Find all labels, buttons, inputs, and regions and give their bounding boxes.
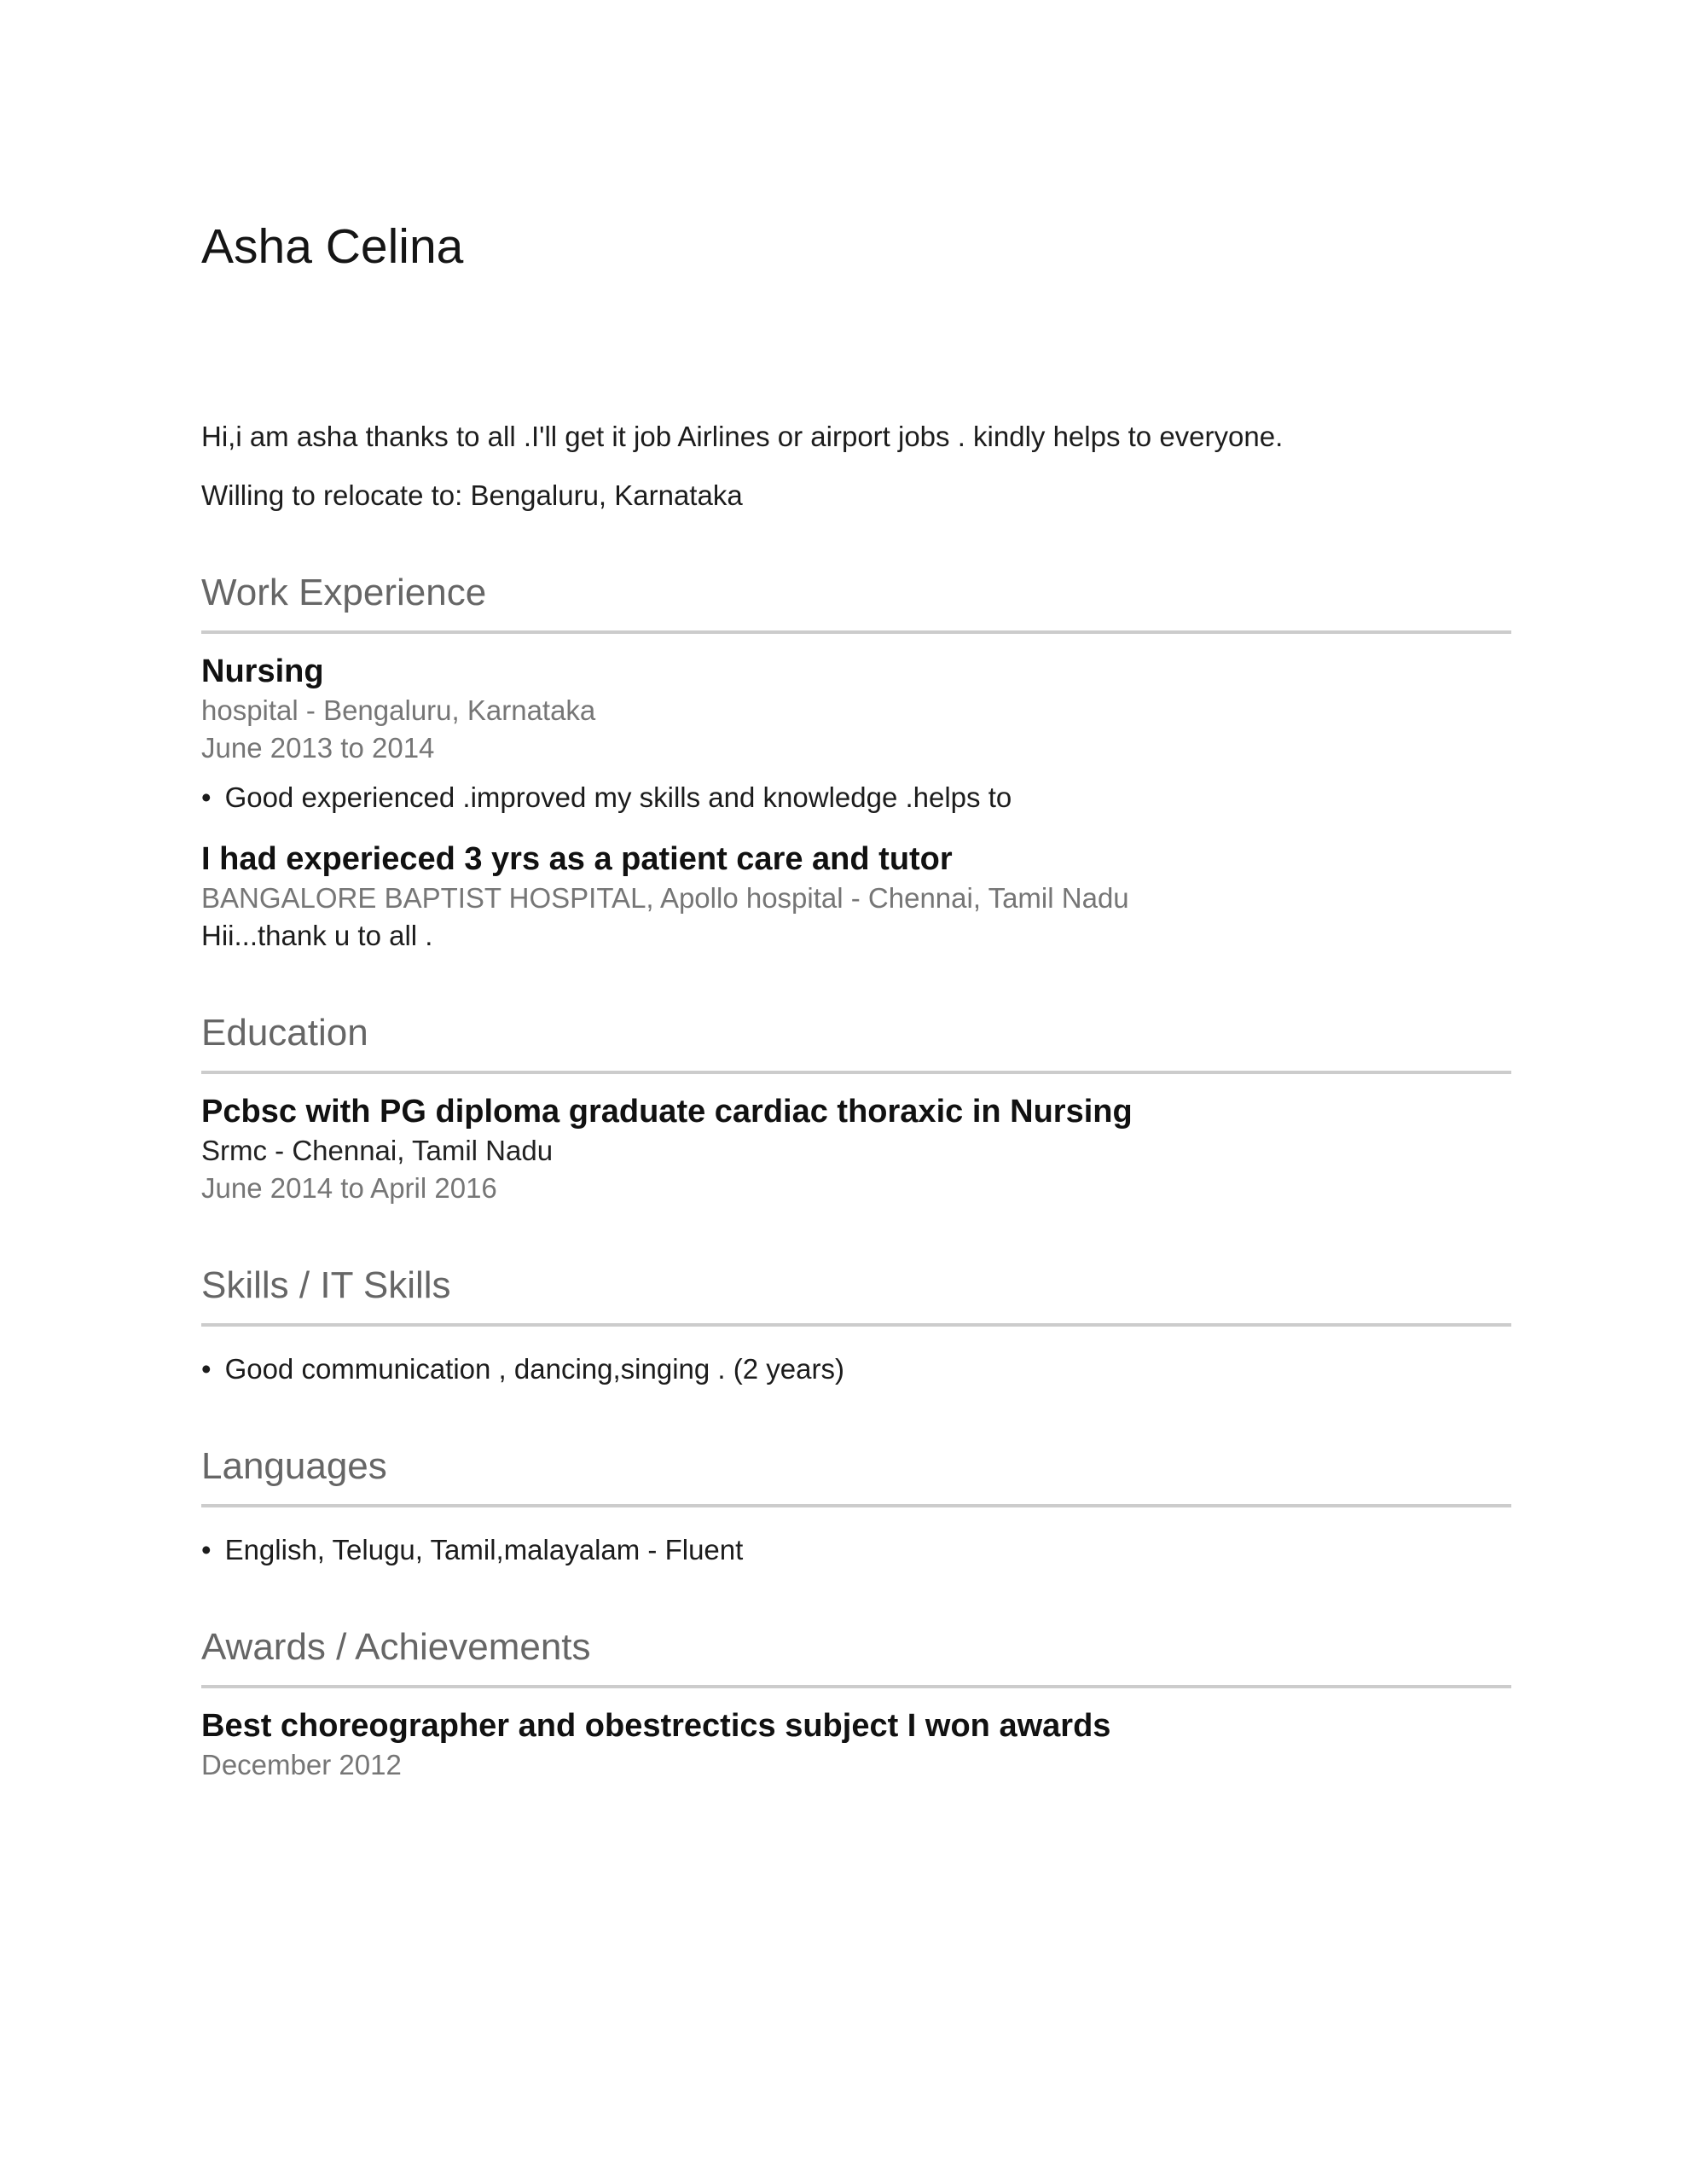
section-languages xyxy=(201,1443,1511,1569)
awards-section-title: Awards / Achievements xyxy=(201,1626,591,1668)
job-highlight-text: Good experienced .improved my skills and knowledge .helps to xyxy=(224,781,1012,813)
education-dates: June 2014 to April 2016 xyxy=(201,1172,497,1204)
section-awards xyxy=(201,1623,1511,1784)
job-dates: June 2013 to 2014 xyxy=(201,732,435,764)
summary-text: Hi,i am asha thanks to all .I'll get it job Airlines or airport jobs . kindly helps to everyone. xyxy=(201,421,1284,452)
skill-item xyxy=(201,1350,1511,1388)
award-entry xyxy=(201,1705,1511,1784)
award-date: December 2012 xyxy=(201,1749,402,1780)
education-section-title: Education xyxy=(201,1012,368,1054)
job-highlight xyxy=(201,779,1511,816)
resume-name: Asha Celina xyxy=(201,219,464,274)
job-description: Hii...thank u to all . xyxy=(201,920,433,951)
relocation-text: Willing to relocate to: Bengaluru, Karnataka xyxy=(201,479,743,511)
section-education xyxy=(201,1009,1511,1207)
education-degree-title: Pcbsc with PG diploma graduate cardiac thoraxic in Nursing xyxy=(201,1094,1133,1130)
language-item xyxy=(201,1531,1511,1569)
work-entry xyxy=(201,839,1511,955)
languages-section-title: Languages xyxy=(201,1445,387,1487)
job-title: Nursing xyxy=(201,653,324,689)
work-section-title: Work Experience xyxy=(201,572,487,613)
job-company-location: BANGALORE BAPTIST HOSPITAL, Apollo hospital - Chennai, Tamil Nadu xyxy=(201,882,1129,914)
skills-section-title: Skills / IT Skills xyxy=(201,1264,451,1306)
bullet-icon xyxy=(201,779,212,816)
language-item-text: English, Telugu, Tamil,malayalam - Fluent xyxy=(224,1534,744,1565)
job-company-location: hospital - Bengaluru, Karnataka xyxy=(201,694,596,726)
education-entry xyxy=(201,1091,1511,1207)
work-entry xyxy=(201,651,1511,816)
resume-summary-block xyxy=(201,418,1511,514)
section-skills xyxy=(201,1262,1511,1388)
bullet-icon xyxy=(201,1350,212,1388)
bullet-icon xyxy=(201,1531,212,1569)
section-work-experience xyxy=(201,569,1511,955)
award-title: Best choreographer and obestrectics subject I won awards xyxy=(201,1708,1111,1744)
job-title: I had experieced 3 yrs as a patient care and tutor xyxy=(201,841,953,877)
education-school-location: Srmc - Chennai, Tamil Nadu xyxy=(201,1135,554,1166)
skill-item-text: Good communication , dancing,singing . (2 years) xyxy=(224,1353,844,1385)
